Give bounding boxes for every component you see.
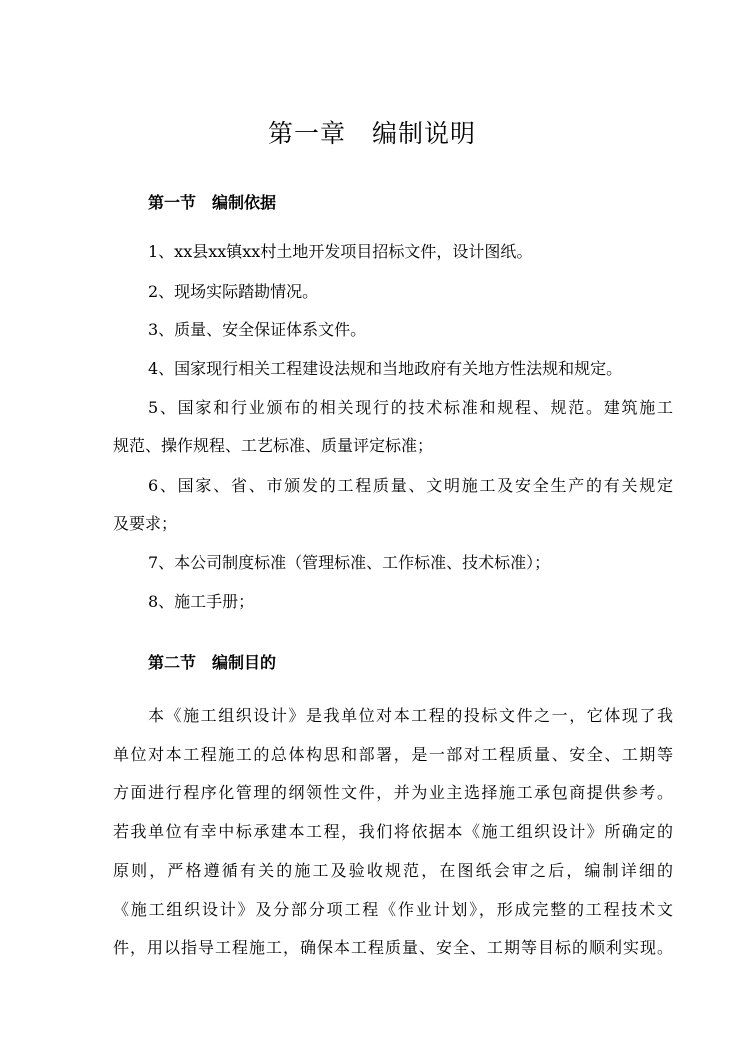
purpose-line-1: 本《施工组织设计》是我单位对本工程的投标文件之一，它体现了我 (148, 706, 673, 725)
basis-item-5-line-1: 5、国家和行业颁布的相关现行的技术标准和规程、规范。建筑施工 (148, 398, 673, 417)
purpose-line-5: 原则，严格遵循有关的施工及验收规范，在图纸会审之后，编制详细的 (113, 861, 673, 880)
chapter-title: 第一章 编制说明 (267, 119, 476, 148)
basis-item-8: 8、施工手册； (148, 592, 255, 611)
purpose-line-7: 件，用以指导工程施工，确保本工程质量、安全、工期等目标的顺利实现。 (113, 938, 673, 957)
basis-item-5-line-2: 规范、操作规程、工艺标准、质量评定标准； (113, 436, 434, 455)
basis-item-4: 4、国家现行相关工程建设法规和当地政府有关地方性法规和规定。 (148, 359, 623, 378)
purpose-line-3: 方面进行程序化管理的纲领性文件，并为业主选择施工承包商提供参考。 (113, 783, 673, 802)
basis-item-2: 2、现场实际踏勘情况。 (148, 282, 319, 301)
section-title-basis: 第一节 编制依据 (148, 193, 277, 212)
basis-item-1: 1、xx县xx镇xx村土地开发项目招标文件，设计图纸。 (148, 242, 533, 261)
basis-item-6-line-1: 6、国家、省、市颁发的工程质量、文明施工及安全生产的有关规定 (148, 476, 673, 495)
basis-item-3: 3、质量、安全保证体系文件。 (148, 320, 367, 339)
section-title-purpose: 第二节 编制目的 (148, 653, 277, 672)
basis-item-6-line-2: 及要求； (113, 514, 178, 533)
purpose-line-6: 《施工组织设计》及分部分项工程《作业计划》，形成完整的工程技术文 (113, 900, 673, 919)
basis-item-7: 7、本公司制度标准（管理标准、工作标准、技术标准）； (148, 553, 551, 572)
purpose-line-4: 若我单位有幸中标承建本工程，我们将依据本《施工组织设计》所确定的 (113, 822, 673, 841)
purpose-line-2: 单位对本工程施工的总体构思和部署，是一部对工程质量、安全、工期等 (113, 745, 673, 764)
